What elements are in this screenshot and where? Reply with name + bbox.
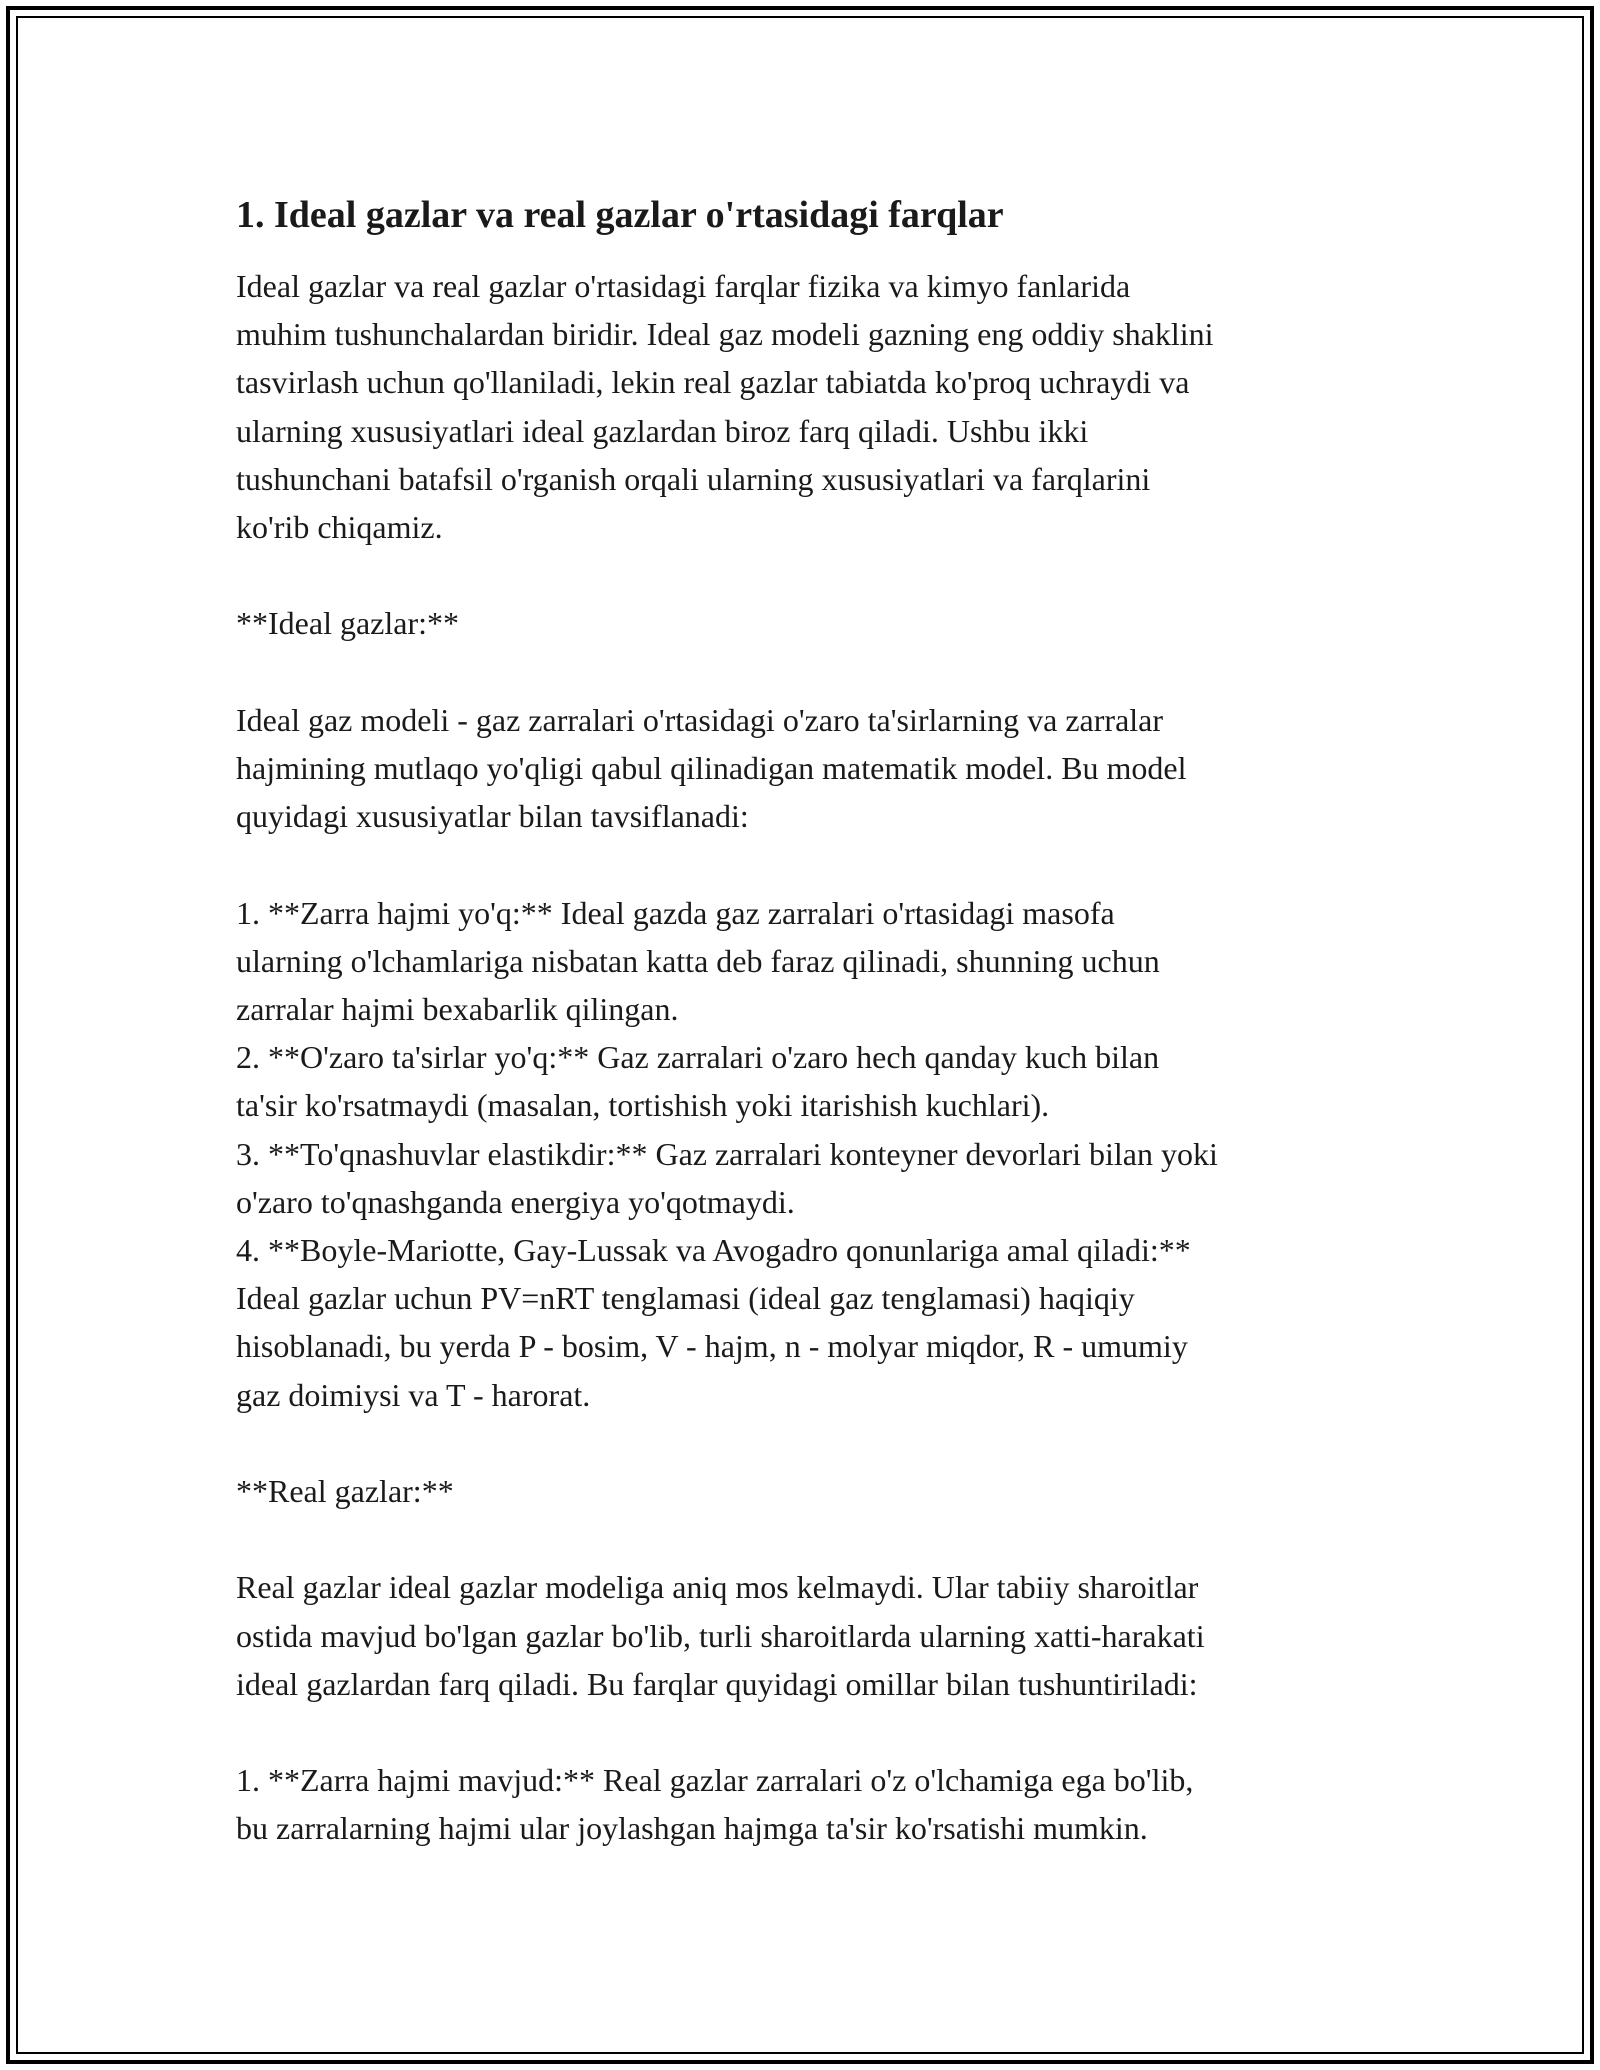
paragraph-gap xyxy=(236,1419,1376,1467)
document-body xyxy=(236,180,1376,1853)
document-title: 1. Ideal gazlar va real gazlar o'rtasidagi farqlar xyxy=(236,194,1004,236)
real-gases-heading: **Real gazlar:** xyxy=(236,1473,454,1510)
real-gas-properties-list: 1. **Zarra hajmi mavjud:** Real gazlar zarralari o'z o'lchamiga ega bo'lib, bu zarralarning hajmi ular joylashgan hajmga ta'sir ko'rsatishi mumkin. xyxy=(236,1762,1194,1847)
paragraph-gap xyxy=(236,551,1376,599)
ideal-gases-heading: **Ideal gazlar:** xyxy=(236,605,459,642)
ideal-gas-properties-list: 1. **Zarra hajmi yo'q:** Ideal gazda gaz zarralari o'rtasidagi masofa ularning o'lchamlariga nisbatan katta deb faraz qilinadi, shunning uchun zarralar hajmi bexabarlik qilingan. 2. **O'zaro ta'sirlar yo'q:** Gaz zarralari o'zaro hech qanday kuch bilan ta'sir ko'rsatmaydi (masalan, tortishish yoki itarishish kuchlari). 3. **To'qnashuvlar elastikdir:** Gaz zarralari konteyner devorlari bilan yoki o'zaro to'qnashganda energiya yo'qotmaydi. 4. **Boyle-Mariotte, Gay-Lussak va Avogadro qonunlariga amal qiladi:** Ideal gazlar uchun PV=nRT tenglamasi (ideal gaz tenglamasi) haqiqiy hisoblanadi, bu yerda P - bosim, V - hajm, n - molyar miqdor, R - umumiy gaz doimiysi va T - harorat. xyxy=(236,894,1218,1413)
real-gas-definition-paragraph: Real gazlar ideal gazlar modeliga aniq mos kelmaydi. Ular tabiiy sharoitlar ostida mavjud bo'lgan gazlar bo'lib, turli sharoitlarda ularning xatti-harakati ideal gazlardan farq qiladi. Bu farqlar quyidagi omillar bilan tushuntiriladi: xyxy=(236,1569,1205,1702)
paragraph-gap xyxy=(236,1515,1376,1563)
paragraph-gap xyxy=(236,840,1376,888)
intro-paragraph: Ideal gazlar va real gazlar o'rtasidagi farqlar fizika va kimyo fanlarida muhim tushunchalardan biridir. Ideal gaz modeli gazning eng oddiy shaklini tasvirlash uchun qo'llaniladi, lekin real gazlar tabiatda ko'proq uchraydi va ularning xususiyatlari ideal gazlardan biroz farq qiladi. Ushbu ikki tushunchani batafsil o'rganish orqali ularning xususiyatlari va farqlarini ko'rib chiqamiz. xyxy=(236,268,1214,546)
paragraph-gap xyxy=(236,648,1376,696)
ideal-gas-definition-paragraph: Ideal gaz modeli - gaz zarralari o'rtasidagi o'zaro ta'sirlarning va zarralar hajmining mutlaqo yo'qligi qabul qilinadigan matematik model. Bu model quyidagi xususiyatlar bilan tavsiflanadi: xyxy=(236,701,1187,835)
paragraph-gap xyxy=(236,1708,1376,1756)
